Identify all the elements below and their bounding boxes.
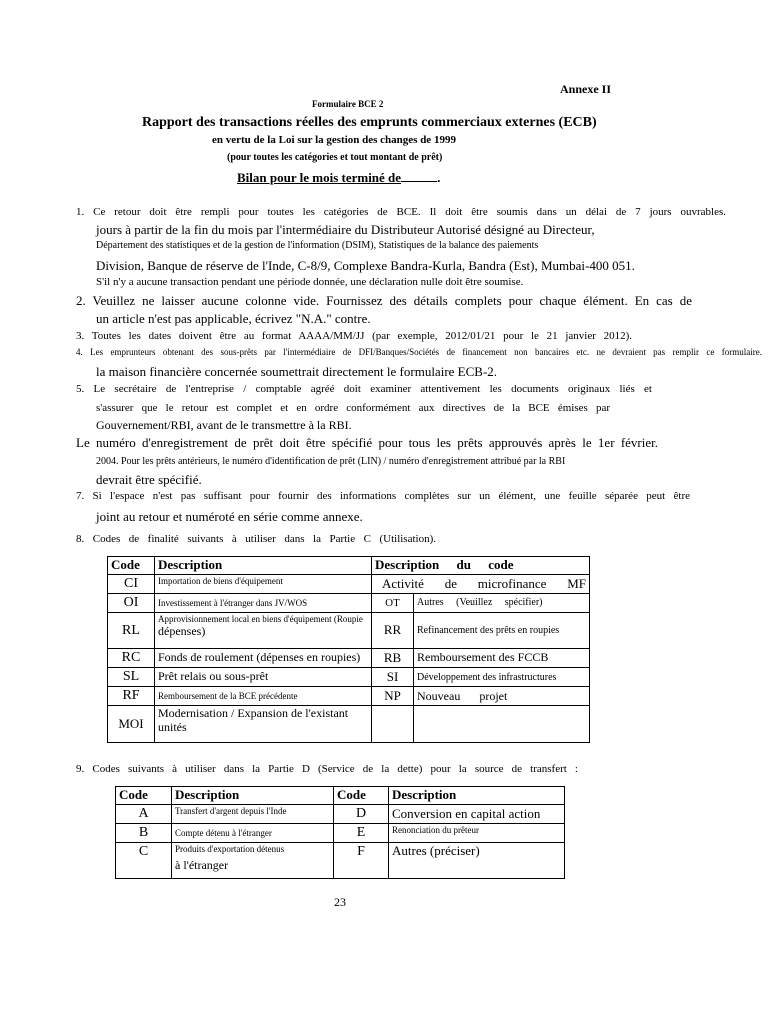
table-header-row: [116, 787, 565, 805]
instruction-1-line-1: 1. Ce retour doit être rempli pour toutes les catégories de BCE. Il doit être soumis dans un délai de 7 jours ouvrables.: [76, 206, 726, 218]
instruction-1-line-4: Division, Banque de réserve de l'Inde, C-8/9, Complexe Bandra-Kurla, Bandra (Est), Mumbai-400 051.: [96, 258, 635, 273]
description-cell: Fonds de roulement (dépenses en roupies): [155, 649, 372, 668]
header-code-2: Code: [334, 787, 389, 805]
code-cell: F: [334, 843, 389, 879]
description-line-1: Approvisionnement local en biens d'équipement (Roupie: [158, 614, 363, 625]
code-cell: OT: [372, 594, 414, 613]
table-row: [108, 613, 590, 649]
instruction-6-line-3: devrait être spécifié.: [96, 472, 202, 487]
code-cell: RL: [108, 613, 155, 649]
code-cell: B: [116, 824, 172, 843]
code-cell: SL: [108, 668, 155, 687]
document-scope: (pour toutes les catégories et tout montant de prêt): [227, 152, 443, 163]
instruction-2-line-2: un article n'est pas applicable, écrivez "N.A." contre.: [96, 311, 371, 326]
code-cell: E: [334, 824, 389, 843]
code-cell: RF: [108, 687, 155, 706]
description-line-2: unités: [158, 720, 187, 735]
instruction-1-line-2: jours à partir de la fin du mois par l'intermédiaire du Distributeur Autorisé désigné au Directeur,: [96, 222, 595, 237]
description-cell: Refinancement des prêts en roupies: [414, 613, 590, 649]
description-line-1: Produits d'exportation détenus: [175, 844, 285, 855]
description-cell: [172, 843, 334, 879]
description-cell: Remboursement de la BCE précédente: [155, 687, 372, 706]
instruction-5-line-1: 5. Le secrétaire de l'entreprise / comptable agréé doit examiner attentivement les documents originaux liés et: [76, 383, 652, 395]
code-cell: CI: [108, 575, 155, 594]
code-cell: D: [334, 805, 389, 824]
instruction-6-line-2: 2004. Pour les prêts antérieurs, le numéro d'identification de prêt (LIN) / numéro d'enregistrement attribué par la RBI: [96, 456, 566, 467]
table-row: [108, 594, 590, 613]
header-description-2: Description: [389, 787, 565, 805]
table-row: [116, 805, 565, 824]
table-row: [108, 668, 590, 687]
form-number: Formulaire BCE 2: [312, 99, 384, 109]
document-title: Rapport des transactions réelles des emprunts commerciaux externes (ECB): [142, 115, 597, 130]
description-cell: [414, 706, 590, 743]
table-header-row: [108, 557, 590, 575]
description-cell: Investissement à l'étranger dans JV/WOS: [155, 594, 372, 613]
description-cell: Compte détenu à l'étranger: [172, 824, 334, 843]
description-line-1: Modernisation / Expansion de l'existant: [158, 706, 349, 721]
table-row: [108, 687, 590, 706]
transfer-source-table: [115, 786, 565, 879]
code-cell: A: [116, 805, 172, 824]
instruction-7-line-2: joint au retour et numéroté en série comme annexe.: [96, 509, 363, 524]
header-code: Code: [116, 787, 172, 805]
code-cell: C: [116, 843, 172, 879]
code-cell: [372, 706, 414, 743]
table-row: [108, 649, 590, 668]
description-cell: Développement des infrastructures: [414, 668, 590, 687]
instruction-5-line-2: s'assurer que le retour est complet et en ordre conformément aux directives de la BCE émises par: [96, 402, 610, 414]
date-blank: [401, 169, 437, 182]
instruction-5-line-3: Gouvernement/RBI, avant de le transmettre à la RBI.: [96, 418, 352, 432]
instruction-8: 8. Codes de finalité suivants à utiliser dans la Partie C (Utilisation).: [76, 533, 436, 545]
header-code-description: Description du code: [372, 557, 590, 575]
purpose-codes-table: [107, 556, 590, 743]
instruction-4-line-1: 4. Les emprunteurs obtenant des sous-prêts par l'intermédiaire de DFI/Banques/Sociétés de financement non bancaires etc. ne devraient pas remplir ce formulaire.: [76, 347, 762, 357]
description-line-2: dépenses): [158, 623, 206, 638]
code-cell: MOI: [108, 706, 155, 743]
instruction-1-line-3: Département des statistiques et de la gestion de l'information (DSIM), Statistiques de la balance des paiements: [96, 240, 539, 251]
header-code: Code: [108, 557, 155, 575]
header-description: Description: [172, 787, 334, 805]
instruction-3: 3. Toutes les dates doivent être au format AAAA/MM/JJ (par exemple, 2012/01/21 pour le 21 janvier 2012).: [76, 330, 632, 342]
description-cell: [155, 706, 372, 743]
bilan-label: Bilan pour le mois terminé de: [237, 170, 402, 185]
instruction-4-line-2: la maison financière concernée soumettrait directement le formulaire ECB-2.: [96, 364, 498, 379]
document-subtitle: en vertu de la Loi sur la gestion des changes de 1999: [212, 134, 456, 146]
table-row: [108, 575, 590, 594]
instruction-2-line-1: 2. Veuillez ne laisser aucune colonne vide. Fournissez des détails complets pour chaque élément. En cas de: [76, 293, 692, 308]
description-cell: Transfert d'argent depuis l'Inde: [172, 805, 334, 824]
instruction-1-line-5: S'il n'y a aucune transaction pendant une période donnée, une déclaration nulle doit être soumise.: [96, 276, 524, 288]
description-cell: [155, 613, 372, 649]
table-row: [116, 843, 565, 879]
table-row: [108, 706, 590, 743]
description-cell: Autres (préciser): [389, 843, 565, 879]
annex-label: Annexe II: [560, 82, 612, 96]
description-line-2: à l'étranger: [175, 857, 229, 872]
description-cell: Importation de biens d'équipement: [155, 575, 372, 594]
instruction-6-line-1: Le numéro d'enregistrement de prêt doit être spécifié pour tous les prêts approuvés après le 1er février.: [76, 435, 658, 450]
table-row: [116, 824, 565, 843]
header-description: Description: [155, 557, 372, 575]
description-cell: Remboursement des FCCB: [414, 649, 590, 668]
bilan-line: [237, 169, 440, 186]
description-cell: Autres (Veuillez spécifier): [414, 594, 590, 613]
code-description-cell: Activité de microfinance MF: [372, 575, 590, 594]
bilan-period: .: [437, 170, 441, 185]
description-cell: Nouveau projet: [414, 687, 590, 706]
page-number: 23: [334, 895, 346, 909]
instruction-9: 9. Codes suivants à utiliser dans la Partie D (Service de la dette) pour la source de transfert :: [76, 763, 578, 775]
code-cell: RR: [372, 613, 414, 649]
description-cell: Renonciation du prêteur: [389, 824, 565, 843]
code-cell: OI: [108, 594, 155, 613]
description-cell: Conversion en capital action: [389, 805, 565, 824]
code-cell: RB: [372, 649, 414, 668]
instruction-7-line-1: 7. Si l'espace n'est pas suffisant pour fournir des informations complètes sur un élément, une feuille séparée peut être: [76, 490, 690, 502]
code-cell: RC: [108, 649, 155, 668]
code-cell: SI: [372, 668, 414, 687]
code-cell: NP: [372, 687, 414, 706]
description-cell: Prêt relais ou sous-prêt: [155, 668, 372, 687]
